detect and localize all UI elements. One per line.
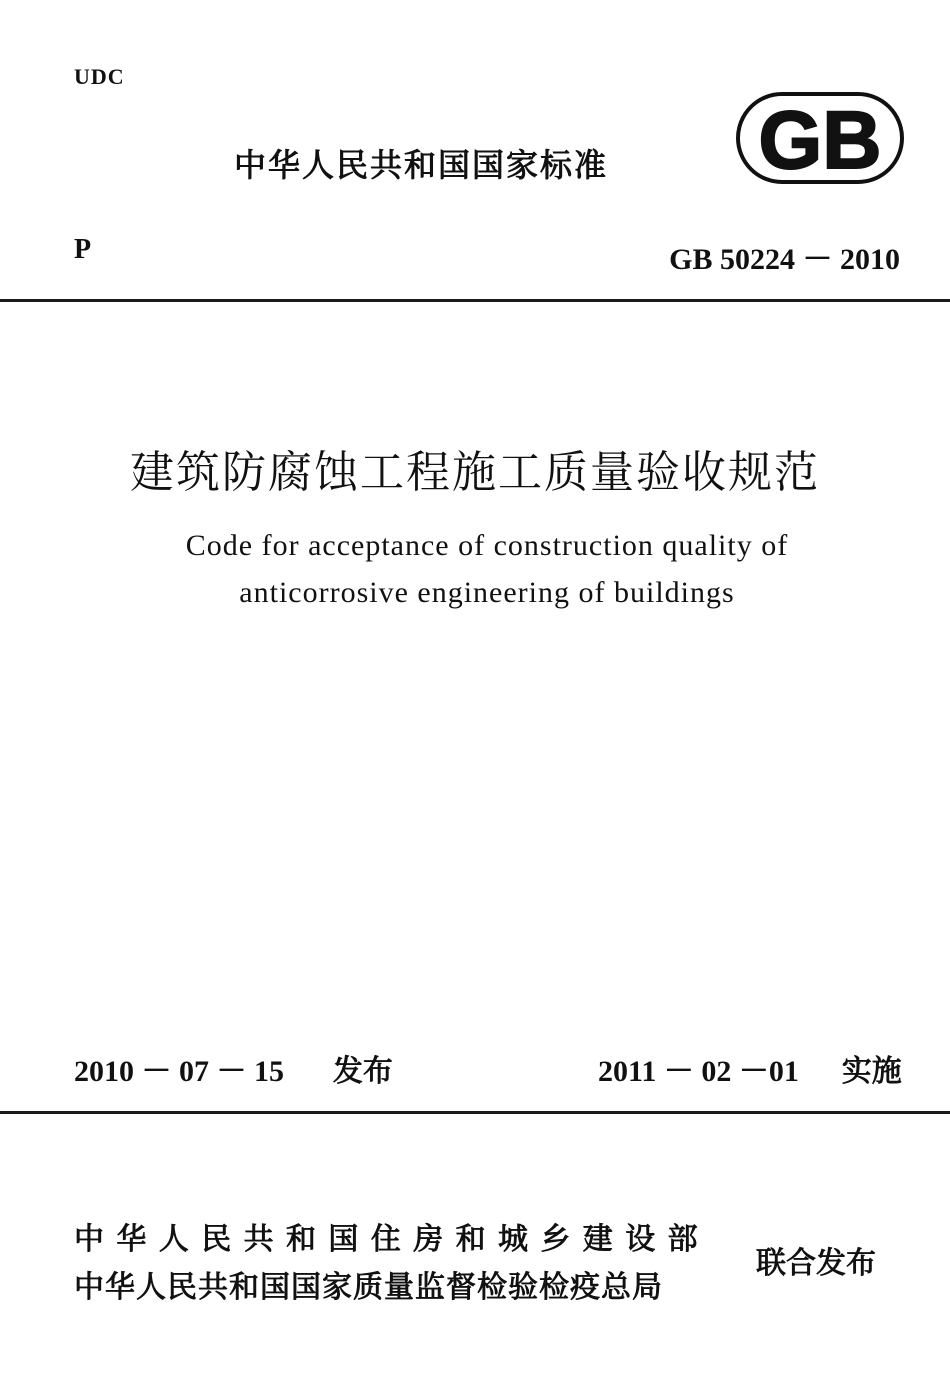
standard-type-heading: 中华人民共和国国家标准 [234,146,609,184]
issue-label: 发布 [332,1054,393,1089]
bottom-divider [0,1111,950,1114]
implement-label: 实施 [841,1054,902,1089]
implement-date-block [598,1046,902,1090]
classification-code: P [74,234,92,265]
issue-date-block [74,1046,393,1090]
title-english-line-1: Code for acceptance of construction quality of [185,529,789,562]
top-divider [0,299,950,302]
udc-label: UDC [74,64,125,89]
title-english-line-2: anticorrosive engineering of buildings [239,576,735,609]
implement-date: 2011 － 02 －01 [598,1055,799,1088]
title-chinese: 建筑防腐蚀工程施工质量验收规范 [130,447,820,498]
title-english [0,522,950,616]
standard-number: GB 50224 － 2010 [669,243,900,276]
joint-publish-label: 联合发布 [756,1246,876,1281]
publisher-org-1: 中华人民共和国住房和城乡建设部 [74,1222,710,1257]
issue-date: 2010 － 07 － 15 [74,1055,284,1088]
gb-logo-text: GB [758,95,882,184]
publisher-org-2: 中华人民共和国国家质量监督检验检疫总局 [74,1270,663,1305]
gb-logo-icon [736,92,904,184]
